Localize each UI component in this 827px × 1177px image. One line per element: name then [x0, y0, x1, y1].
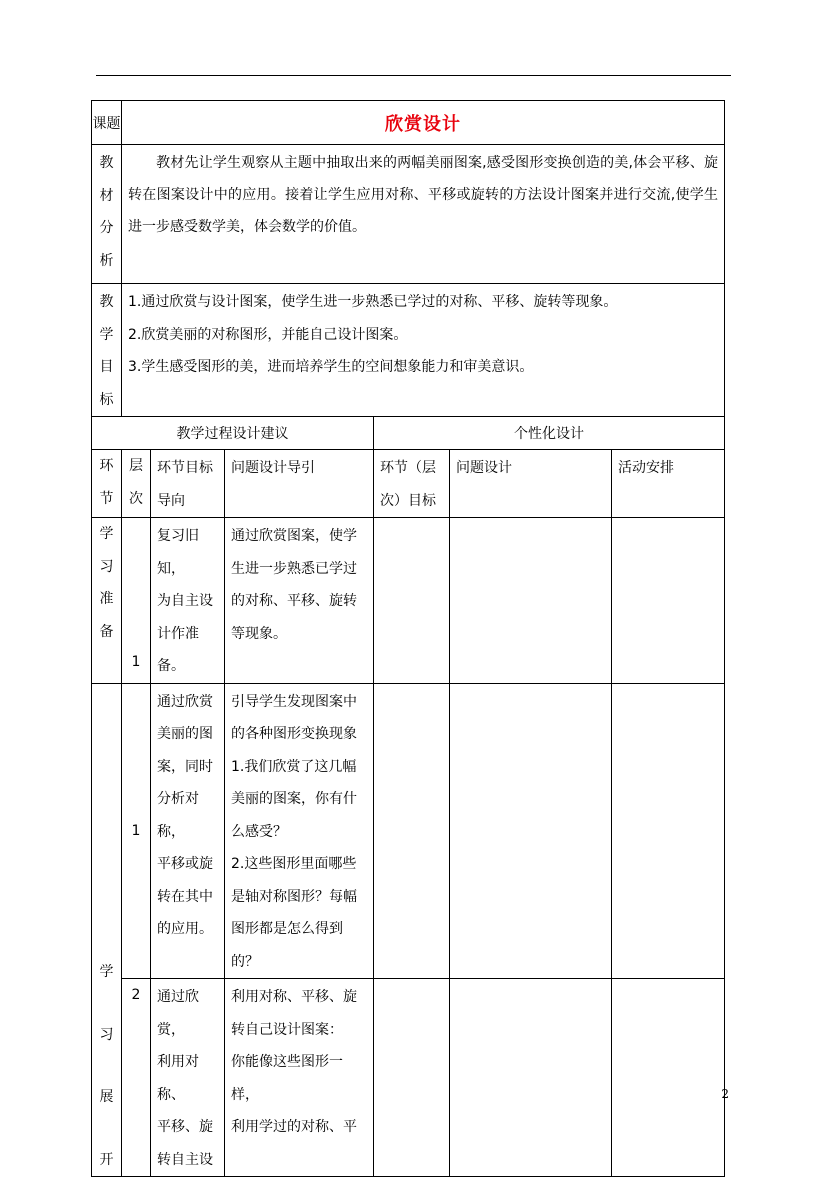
- row-guide: 引导学生发现图案中 的各种图形变换现象 1.我们欣赏了这几幅 美丽的图案，你有什 么感受？ 2.这些图形里面哪些 是轴对称图形？每幅 图形都是怎么得到 的？: [225, 683, 374, 979]
- goals-list: [122, 284, 725, 417]
- page-number: 2: [721, 1087, 729, 1101]
- row-guide: 利用对称、平移、旋 转自己设计图案： 你能像这些图形一样， 利用学过的对称、平: [225, 979, 374, 1177]
- stage-prep: 学 习 准 备: [92, 518, 122, 684]
- col-personal-stage: 环节（层 次）目标: [374, 450, 450, 518]
- goal-item: 3.学生感受图形的美，进而培养学生的空间想象能力和审美意识。: [128, 359, 534, 375]
- row-guide: 通过欣赏图案，使学 生进一步熟悉已学过 的对称、平移、旋转 等现象。: [225, 518, 374, 684]
- page-title: 欣赏设计: [122, 101, 725, 145]
- row-goal: 通过欣赏 美丽的图 案，同时 分析对称， 平移或旋 转在其中 的应用。: [151, 683, 225, 979]
- level-number: 1: [122, 683, 151, 979]
- level-number: 1: [122, 518, 151, 684]
- section-header-left: 教学过程设计建议: [92, 417, 374, 450]
- col-goal: 环节目标 导向: [151, 450, 225, 518]
- row-goal: 通过欣赏， 利用对称、 平移、旋 转自主设: [151, 979, 225, 1177]
- title-label: 课题: [92, 101, 122, 145]
- table-row: [92, 518, 725, 684]
- stage-develop: 学 习 展 开: [92, 683, 122, 1177]
- col-level: 层 次: [122, 450, 151, 518]
- header-rule: [96, 75, 731, 76]
- goals-label: 教 学 目 标: [92, 284, 122, 417]
- col-personal-activity: 活动安排: [612, 450, 725, 518]
- level-number: 2: [122, 979, 151, 1177]
- analysis-label: 教 材 分 析: [92, 145, 122, 284]
- row-goal: 复习旧知， 为自主设 计作准备。: [151, 518, 225, 684]
- lesson-plan-table: [91, 100, 725, 1177]
- goal-item: 1.通过欣赏与设计图案，使学生进一步熟悉已学过的对称、平移、旋转等现象。: [128, 294, 618, 310]
- col-guide: 问题设计导引: [225, 450, 374, 518]
- section-header-right: 个性化设计: [374, 417, 725, 450]
- goal-item: 2.欣赏美丽的对称图形，并能自己设计图案。: [128, 326, 408, 343]
- col-personal-question: 问题设计: [450, 450, 612, 518]
- analysis-text: 教材先让学生观察从主题中抽取出来的两幅美丽图案,感受图形变换创造的美,体会平移、旋转在图案设计中的应用。接着让学生应用对称、平移或旋转的方法设计图案并进行交流,使学生进一步感受数学美，体会数学的价值。: [122, 145, 725, 284]
- table-row: [92, 683, 725, 979]
- col-stage: 环 节: [92, 450, 122, 518]
- table-row: [92, 979, 725, 1177]
